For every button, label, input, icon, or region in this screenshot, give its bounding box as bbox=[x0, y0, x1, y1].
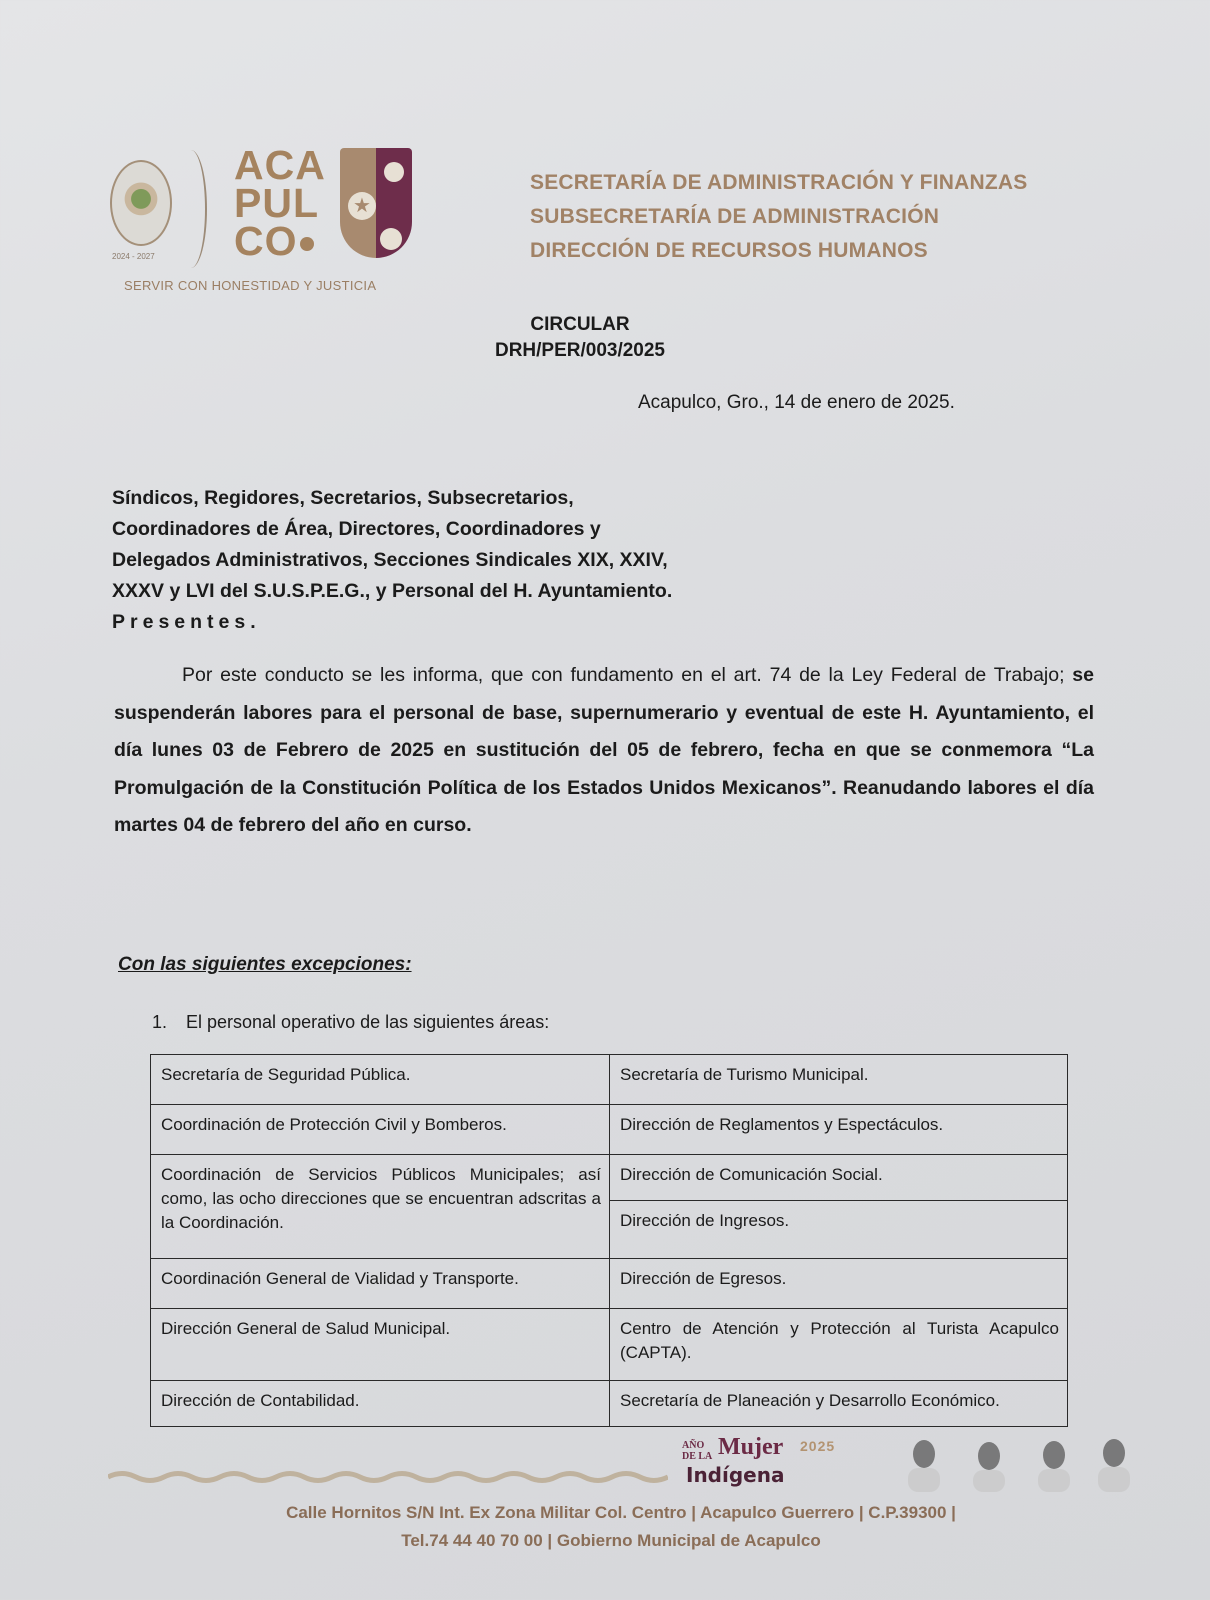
banner-word: Indígena bbox=[686, 1463, 785, 1487]
table-row bbox=[151, 1259, 1068, 1309]
department-line: DIRECCIÓN DE RECURSOS HUMANOS bbox=[530, 239, 928, 262]
banner-prefix: AÑO bbox=[682, 1440, 705, 1451]
table-cell: Coordinación de Protección Civil y Bomberos. bbox=[151, 1105, 610, 1155]
logo-line: CO bbox=[234, 218, 298, 264]
municipal-seal-logo bbox=[110, 160, 172, 246]
star-icon: ★ bbox=[348, 192, 376, 220]
document-reference: DRH/PER/003/2025 bbox=[494, 340, 666, 361]
addressee-line: Delegados Administrativos, Secciones Sindicales XIX, XXIV, bbox=[112, 549, 668, 571]
table-cell: Dirección de Egresos. bbox=[610, 1259, 1068, 1309]
table-row bbox=[151, 1105, 1068, 1155]
table-cell: Secretaría de Seguridad Pública. bbox=[151, 1055, 610, 1105]
list-item-number: 1. bbox=[152, 1012, 168, 1032]
department-line: SUBSECRETARÍA DE ADMINISTRACIÓN bbox=[530, 205, 940, 228]
body-paragraph bbox=[114, 657, 1094, 845]
body-emphasis: se suspenderán labores para el personal de base, supernumerario y eventual de este H. Ayuntamiento, el día lunes 03 de Febrero de 2025 en sustitución del 05 de febrero, fecha en que se conmemora “La Promulgación de la Constitución Política de los Estados Unidos Mexicanos”. Reanudando labores el día martes 04 de febrero del año en curso. bbox=[114, 664, 1094, 836]
indigenous-women-illustration bbox=[884, 1438, 1154, 1492]
table-cell: Dirección de Ingresos. bbox=[610, 1201, 1068, 1259]
addressee-line: XXXV y LVI del S.U.S.P.E.G., y Personal del H. Ayuntamiento. bbox=[112, 580, 673, 602]
decorative-wave-border bbox=[108, 1470, 668, 1484]
place-date: Acapulco, Gro., 14 de enero de 2025. bbox=[638, 392, 955, 413]
table-row bbox=[151, 1381, 1068, 1427]
table-row bbox=[151, 1055, 1068, 1105]
document-title bbox=[0, 312, 1160, 364]
addressees bbox=[112, 483, 672, 638]
greeting: Presentes. bbox=[112, 611, 261, 633]
table-cell: Coordinación de Servicios Públicos Municipales; así como, las ocho direcciones que se encuentran adscritas a la Coordinación. bbox=[151, 1155, 610, 1259]
motto: SERVIR CON HONESTIDAD Y JUSTICIA bbox=[124, 278, 377, 293]
table-cell: Dirección de Contabilidad. bbox=[151, 1381, 610, 1427]
table-cell: Secretaría de Planeación y Desarrollo Económico. bbox=[610, 1381, 1068, 1427]
areas-table bbox=[150, 1054, 1068, 1427]
body-intro: Por este conducto se les informa, que con fundamento en el art. 74 de la Ley Federal de Trabajo; bbox=[182, 664, 1073, 686]
year-of-indigenous-woman-banner bbox=[682, 1436, 872, 1492]
footer-contact: Tel.74 44 40 70 00 | Gobierno Municipal de Acapulco bbox=[401, 1531, 821, 1550]
list-item-text: El personal operativo de las siguientes áreas: bbox=[186, 1012, 550, 1032]
logo-line: PUL bbox=[234, 180, 319, 226]
list-item bbox=[152, 1012, 549, 1033]
table-cell: Dirección de Reglamentos y Espectáculos. bbox=[610, 1105, 1068, 1155]
acapulco-logo bbox=[234, 142, 326, 264]
addressee-line: Síndicos, Regidores, Secretarios, Subsecretarios, bbox=[112, 487, 574, 509]
department-line: SECRETARÍA DE ADMINISTRACIÓN Y FINANZAS bbox=[530, 171, 1028, 194]
banner-year: 2025 bbox=[800, 1438, 836, 1454]
logo-dot-icon bbox=[300, 237, 314, 251]
table-cell: Dirección General de Salud Municipal. bbox=[151, 1309, 610, 1381]
shield-circle-icon bbox=[384, 162, 404, 182]
coat-of-arms-icon bbox=[340, 148, 412, 258]
banner-prefix-group bbox=[682, 1440, 712, 1462]
table-row bbox=[151, 1155, 1068, 1201]
seal-years: 2024 - 2027 bbox=[112, 252, 155, 261]
footer-address: Calle Hornitos S/N Int. Ex Zona Militar Col. Centro | Acapulco Guerrero | C.P.39300 | bbox=[286, 1503, 956, 1522]
logo-line: ACA bbox=[234, 142, 326, 188]
table-row bbox=[151, 1309, 1068, 1381]
logo-line-last bbox=[234, 218, 324, 264]
shield-circle-icon bbox=[380, 228, 402, 250]
table-cell: Centro de Atención y Protección al Turista Acapulco (CAPTA). bbox=[610, 1309, 1068, 1381]
banner-word: Mujer bbox=[718, 1434, 784, 1460]
department-header bbox=[530, 166, 1027, 268]
exceptions-heading: Con las siguientes excepciones: bbox=[118, 954, 412, 975]
table-cell: Secretaría de Turismo Municipal. bbox=[610, 1055, 1068, 1105]
table-cell: Coordinación General de Vialidad y Transporte. bbox=[151, 1259, 610, 1309]
banner-prefix: DE LA bbox=[682, 1451, 713, 1462]
addressee-line: Coordinadores de Área, Directores, Coordinadores y bbox=[112, 518, 601, 540]
table-cell: Dirección de Comunicación Social. bbox=[610, 1155, 1068, 1201]
divider-arc bbox=[175, 150, 207, 268]
document-type: CIRCULAR bbox=[530, 314, 630, 335]
